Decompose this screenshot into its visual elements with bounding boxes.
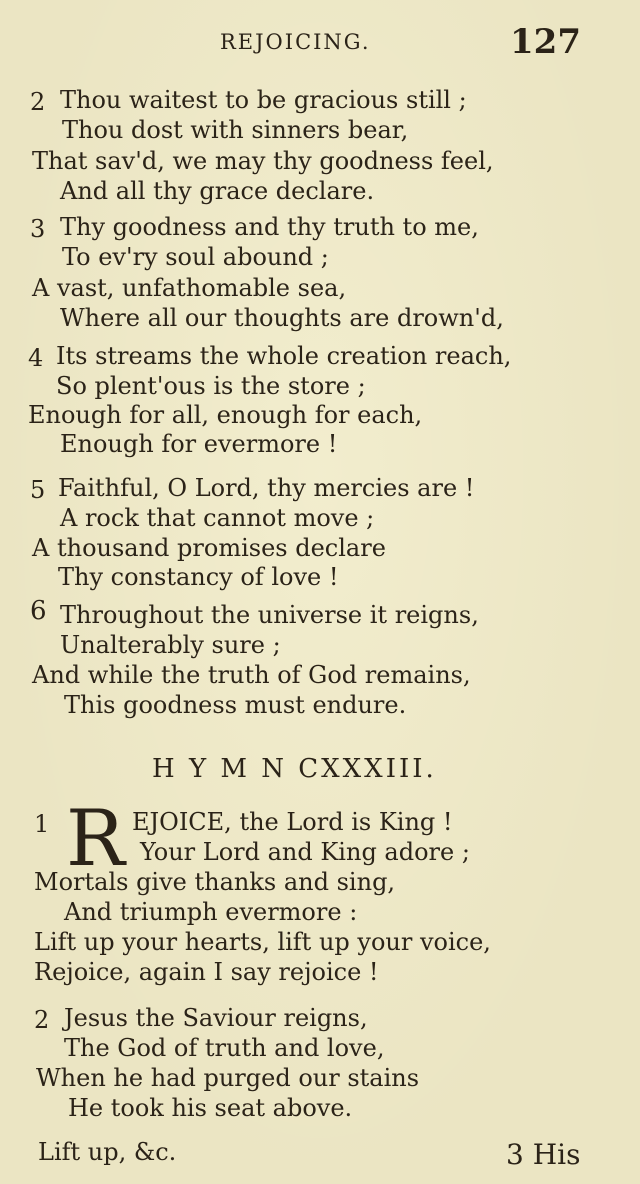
verse-line: Thou waitest to be gracious still ; <box>60 86 467 114</box>
stanza-number: 4 <box>28 344 44 372</box>
verse-line: This goodness must endure. <box>64 691 407 719</box>
verse-line: That sav'd, we may thy goodness feel, <box>32 147 494 175</box>
verse-line: Enough for evermore ! <box>60 430 338 458</box>
verse-line: When he had purged our stains <box>36 1064 420 1092</box>
verse-line: Thy constancy of love ! <box>58 563 339 591</box>
verse-line: Thy goodness and thy truth to me, <box>60 213 479 241</box>
verse-line: Rejoice, again I say rejoice ! <box>34 958 379 986</box>
verse-line: A rock that cannot move ; <box>60 504 375 532</box>
stanza-number: 5 <box>30 476 46 504</box>
running-head: REJOICING. <box>220 30 371 54</box>
stanza-number: 2 <box>34 1006 50 1034</box>
verse-line: Where all our thoughts are drown'd, <box>60 304 504 332</box>
verse-line: Thou dost with sinners bear, <box>62 116 409 144</box>
verse-line: And triumph evermore : <box>64 898 358 926</box>
page-header <box>0 22 640 66</box>
verse-line: EJOICE, the Lord is King ! <box>132 808 453 836</box>
stanza-number: 3 <box>30 215 46 243</box>
stanza-number: 6 <box>30 596 47 626</box>
verse-line: And while the truth of God remains, <box>32 661 471 689</box>
verse-line: To ev'ry soul abound ; <box>62 243 329 271</box>
verse-line: Its streams the whole creation reach, <box>56 342 512 370</box>
verse-line: Mortals give thanks and sing, <box>34 868 396 896</box>
verse-line: So plent'ous is the store ; <box>56 372 366 400</box>
verse-line: Faithful, O Lord, thy mercies are ! <box>58 474 475 502</box>
verse-line: A vast, unfathomable sea, <box>32 274 347 302</box>
verse-line: Jesus the Saviour reigns, <box>64 1004 368 1032</box>
verse-line: Enough for all, enough for each, <box>28 401 423 429</box>
verse-line: He took his seat above. <box>68 1094 353 1122</box>
verse-line: Lift up your hearts, lift up your voice, <box>34 928 491 956</box>
catchword: 3 His <box>506 1138 581 1171</box>
stanza-number: 2 <box>30 88 46 116</box>
verse-line: Lift up, &c. <box>38 1138 177 1166</box>
hymn-title: H Y M N CXXXIII. <box>152 754 437 784</box>
drop-cap: R <box>66 794 125 884</box>
verse-line: A thousand promises declare <box>32 534 386 562</box>
page-number: 127 <box>510 22 581 62</box>
verse-line: The God of truth and love, <box>64 1034 385 1062</box>
verse-line: Unalterably sure ; <box>60 631 281 659</box>
verse-line: And all thy grace declare. <box>60 177 375 205</box>
verse-line: Your Lord and King adore ; <box>140 838 470 866</box>
stanza-number: 1 <box>34 810 50 838</box>
verse-line: Throughout the universe it reigns, <box>60 601 479 629</box>
